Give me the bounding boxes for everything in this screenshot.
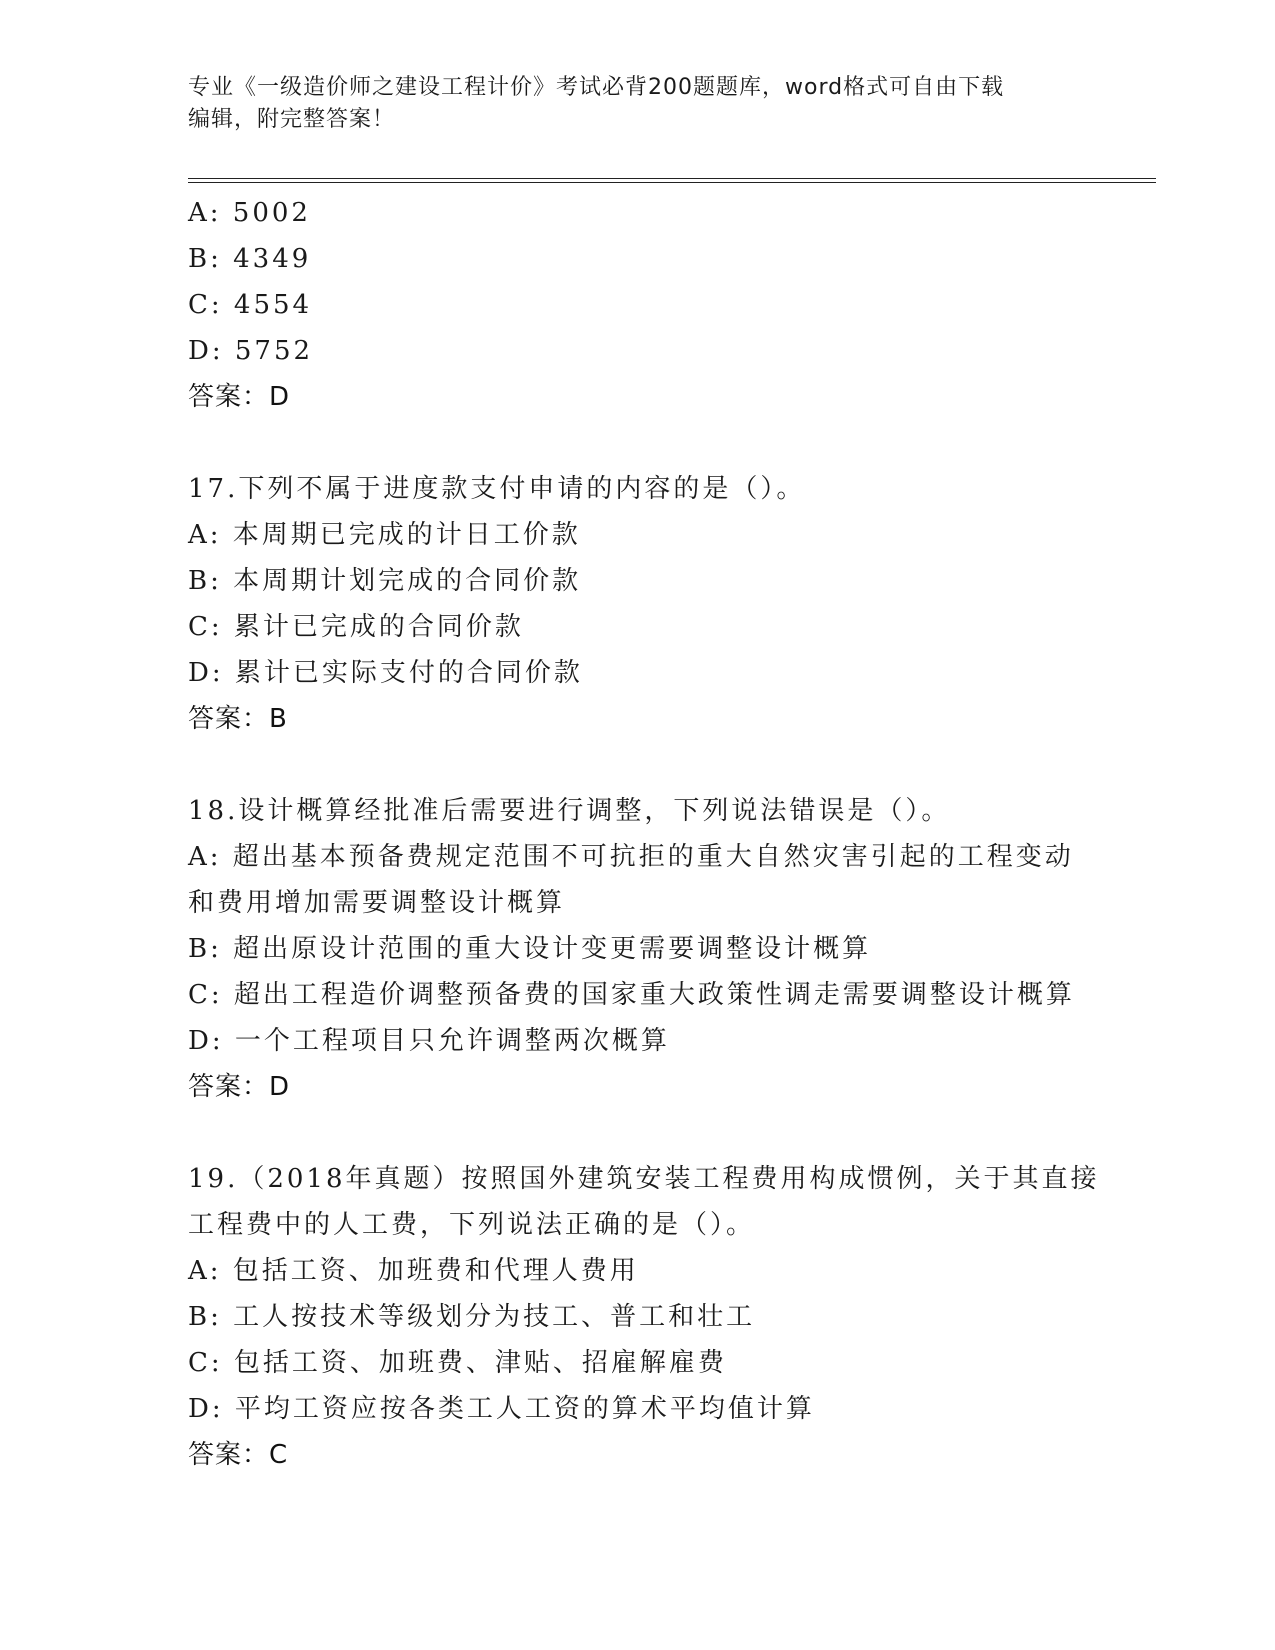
option-d: D: 5752 — [188, 336, 314, 366]
question-stem: 18.设计概算经批准后需要进行调整，下列说法错误是（）。 — [188, 796, 951, 826]
option-b: B: 4349 — [188, 244, 312, 274]
option-a: A: 5002 — [188, 198, 311, 228]
answer: 答案：C — [188, 1440, 289, 1470]
question-stem: 19.（2018年真题）按照国外建筑安装工程费用构成惯例，关于其直接 — [188, 1164, 1100, 1194]
spacer — [188, 742, 1088, 788]
option-c: C: 超出工程造价调整预备费的国家重大政策性调走需要调整设计概算 — [188, 980, 1075, 1010]
option-a: A: 本周期已完成的计日工价款 — [188, 520, 581, 550]
answer: 答案：D — [188, 382, 291, 412]
spacer — [188, 420, 1088, 466]
option-b: B: 超出原设计范围的重大设计变更需要调整设计概算 — [188, 934, 872, 964]
option-c: C: 4554 — [188, 290, 313, 320]
question-list — [188, 190, 1100, 1478]
document-header — [188, 72, 1088, 136]
option-c: C: 累计已完成的合同价款 — [188, 612, 524, 642]
header-line-1: 专业《一级造价师之建设工程计价》考试必背200题题库，word格式可自由下载 — [188, 75, 1005, 100]
option-a-continued: 和费用增加需要调整设计概算 — [188, 888, 566, 918]
option-a: A: 超出基本预备费规定范围不可抗拒的重大自然灾害引起的工程变动 — [188, 842, 1074, 872]
option-d: D: 累计已实际支付的合同价款 — [188, 658, 583, 688]
question-stem-continued: 工程费中的人工费，下列说法正确的是（）。 — [188, 1210, 756, 1240]
header-line-2: 编辑，附完整答案！ — [188, 107, 396, 132]
answer: 答案：D — [188, 1072, 291, 1102]
question-19 — [188, 1156, 1100, 1478]
option-b: B: 工人按技术等级划分为技工、普工和壮工 — [188, 1302, 756, 1332]
question-17 — [188, 466, 1088, 742]
option-b: B: 本周期计划完成的合同价款 — [188, 566, 582, 596]
header-divider — [188, 178, 1156, 183]
question-18 — [188, 788, 1088, 1110]
answer: 答案：B — [188, 704, 288, 734]
option-c: C: 包括工资、加班费、津贴、招雇解雇费 — [188, 1348, 727, 1378]
option-d: D: 一个工程项目只允许调整两次概算 — [188, 1026, 670, 1056]
option-a: A: 包括工资、加班费和代理人费用 — [188, 1256, 639, 1286]
question-stem: 17.下列不属于进度款支付申请的内容的是（）。 — [188, 474, 806, 504]
question-16-partial — [188, 190, 1088, 420]
option-d: D: 平均工资应按各类工人工资的算术平均值计算 — [188, 1394, 815, 1424]
spacer — [188, 1110, 1088, 1156]
